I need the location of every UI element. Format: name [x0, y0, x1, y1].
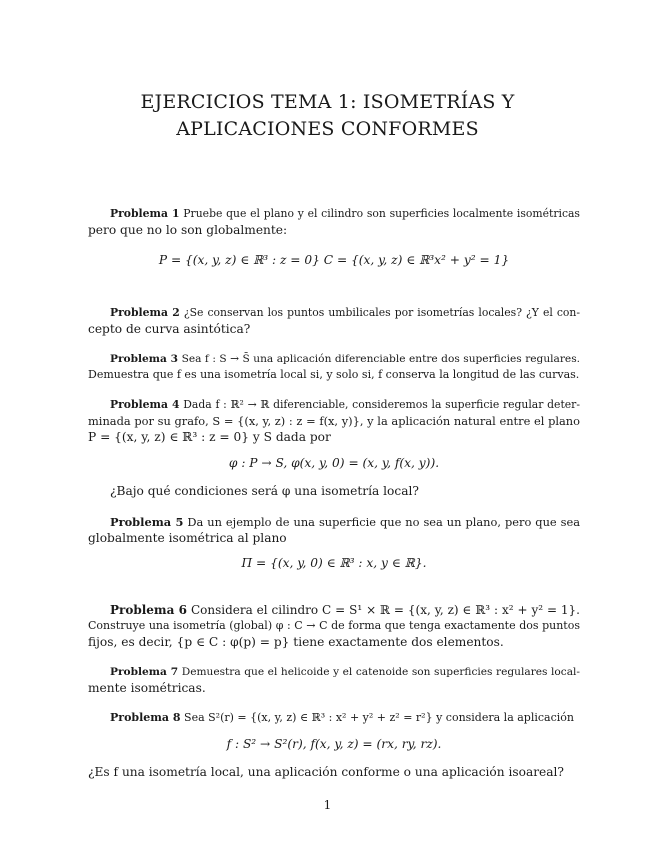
problem-label: Problema 6: [110, 603, 188, 617]
page-number: 1: [323, 798, 332, 812]
problem-text: Dada f : ℝ² → ℝ diferenciable, consideremos la superficie regular deter-: [183, 398, 580, 411]
problem-8-equation: f : S² → S²(r), f(x, y, z) = (rx, ry, rz).: [226, 737, 442, 751]
problem-1: [88, 206, 580, 238]
problem-2: [88, 305, 580, 337]
problem-label: Problema 5: [110, 515, 184, 529]
problem-8-question: [88, 764, 580, 780]
problem-1-equation: P = {(x, y, z) ∈ ℝ³ : z = 0} C = {(x, y, z) ∈ ℝ³x² + y² = 1}: [158, 253, 510, 267]
problem-text: fijos, es decir, {p ∈ C : φ(p) = p} tiene exactamente dos elementos.: [88, 635, 504, 649]
problem-label: Problema 2: [110, 306, 180, 319]
problem-7: [88, 664, 580, 696]
problem-text: P = {(x, y, z) ∈ ℝ³ : z = 0} y S dada por: [88, 430, 331, 444]
problem-text: cepto de curva asintótica?: [88, 322, 251, 336]
problem-text: ¿Es f una isometría local, una aplicación conforme o una aplicación isoareal?: [88, 765, 564, 779]
title-line-1: EJERCICIOS TEMA 1: ISOMETRÍAS Y: [140, 91, 515, 113]
problem-label: Problema 7: [110, 666, 179, 678]
problem-text: mente isométricas.: [88, 681, 206, 695]
problem-text: globalmente isométrica al plano: [88, 531, 287, 545]
problem-text: pero que no lo son globalmente:: [88, 223, 288, 237]
problem-text: Da un ejemplo de una superficie que no sea un plano, pero que sea: [187, 515, 581, 529]
problem-text: Sea S²(r) = {(x, y, z) ∈ ℝ³ : x² + y² + z² = r²} y considera la aplicación: [184, 711, 574, 724]
problem-8: [88, 710, 580, 726]
problem-label: Problema 3: [110, 353, 179, 365]
problem-text: minada por su grafo, S = {(x, y, z) : z = f(x, y)}, y la aplicación natural entre el plano: [88, 414, 580, 428]
problem-5: [88, 514, 580, 546]
problem-label: Problema 4: [110, 398, 180, 411]
title-line-2: APLICACIONES CONFORMES: [176, 118, 479, 140]
problem-6: [88, 602, 580, 650]
problem-4-equation: φ : P → S, φ(x, y, 0) = (x, y, f(x, y)).: [228, 456, 440, 470]
problem-label: Problema 1: [110, 207, 180, 220]
problem-text: ¿Se conservan los puntos umbilicales por isometrías locales? ¿Y el con-: [183, 306, 580, 319]
problem-4-question: [88, 483, 580, 499]
problem-text: Demuestra que el helicoide y el catenoide son superficies regulares local-: [181, 666, 581, 678]
problem-text: Pruebe que el plano y el cilindro son superficies localmente isométricas: [183, 207, 580, 220]
problem-label: Problema 8: [110, 711, 181, 724]
problem-text: Demuestra que f es una isometría local si, y solo si, f conserva la longitud de las curvas.: [88, 368, 580, 381]
problem-5-equation: Π = {(x, y, 0) ∈ ℝ³ : x, y ∈ ℝ}.: [241, 556, 427, 570]
problem-3: [88, 351, 580, 383]
problem-text: Considera el cilindro C = S¹ × ℝ = {(x, y, z) ∈ ℝ³ : x² + y² = 1}.: [190, 603, 580, 617]
problem-text: Sea f : S → S̄ una aplicación diferenciable entre dos superficies regulares.: [181, 353, 580, 365]
problem-text: ¿Bajo qué condiciones será φ una isometría local?: [110, 484, 419, 498]
document-title: [0, 89, 655, 143]
problem-text: Construye una isometría (global) φ : C → C de forma que tenga exactamente dos puntos: [88, 619, 580, 632]
problem-4: [88, 397, 580, 445]
